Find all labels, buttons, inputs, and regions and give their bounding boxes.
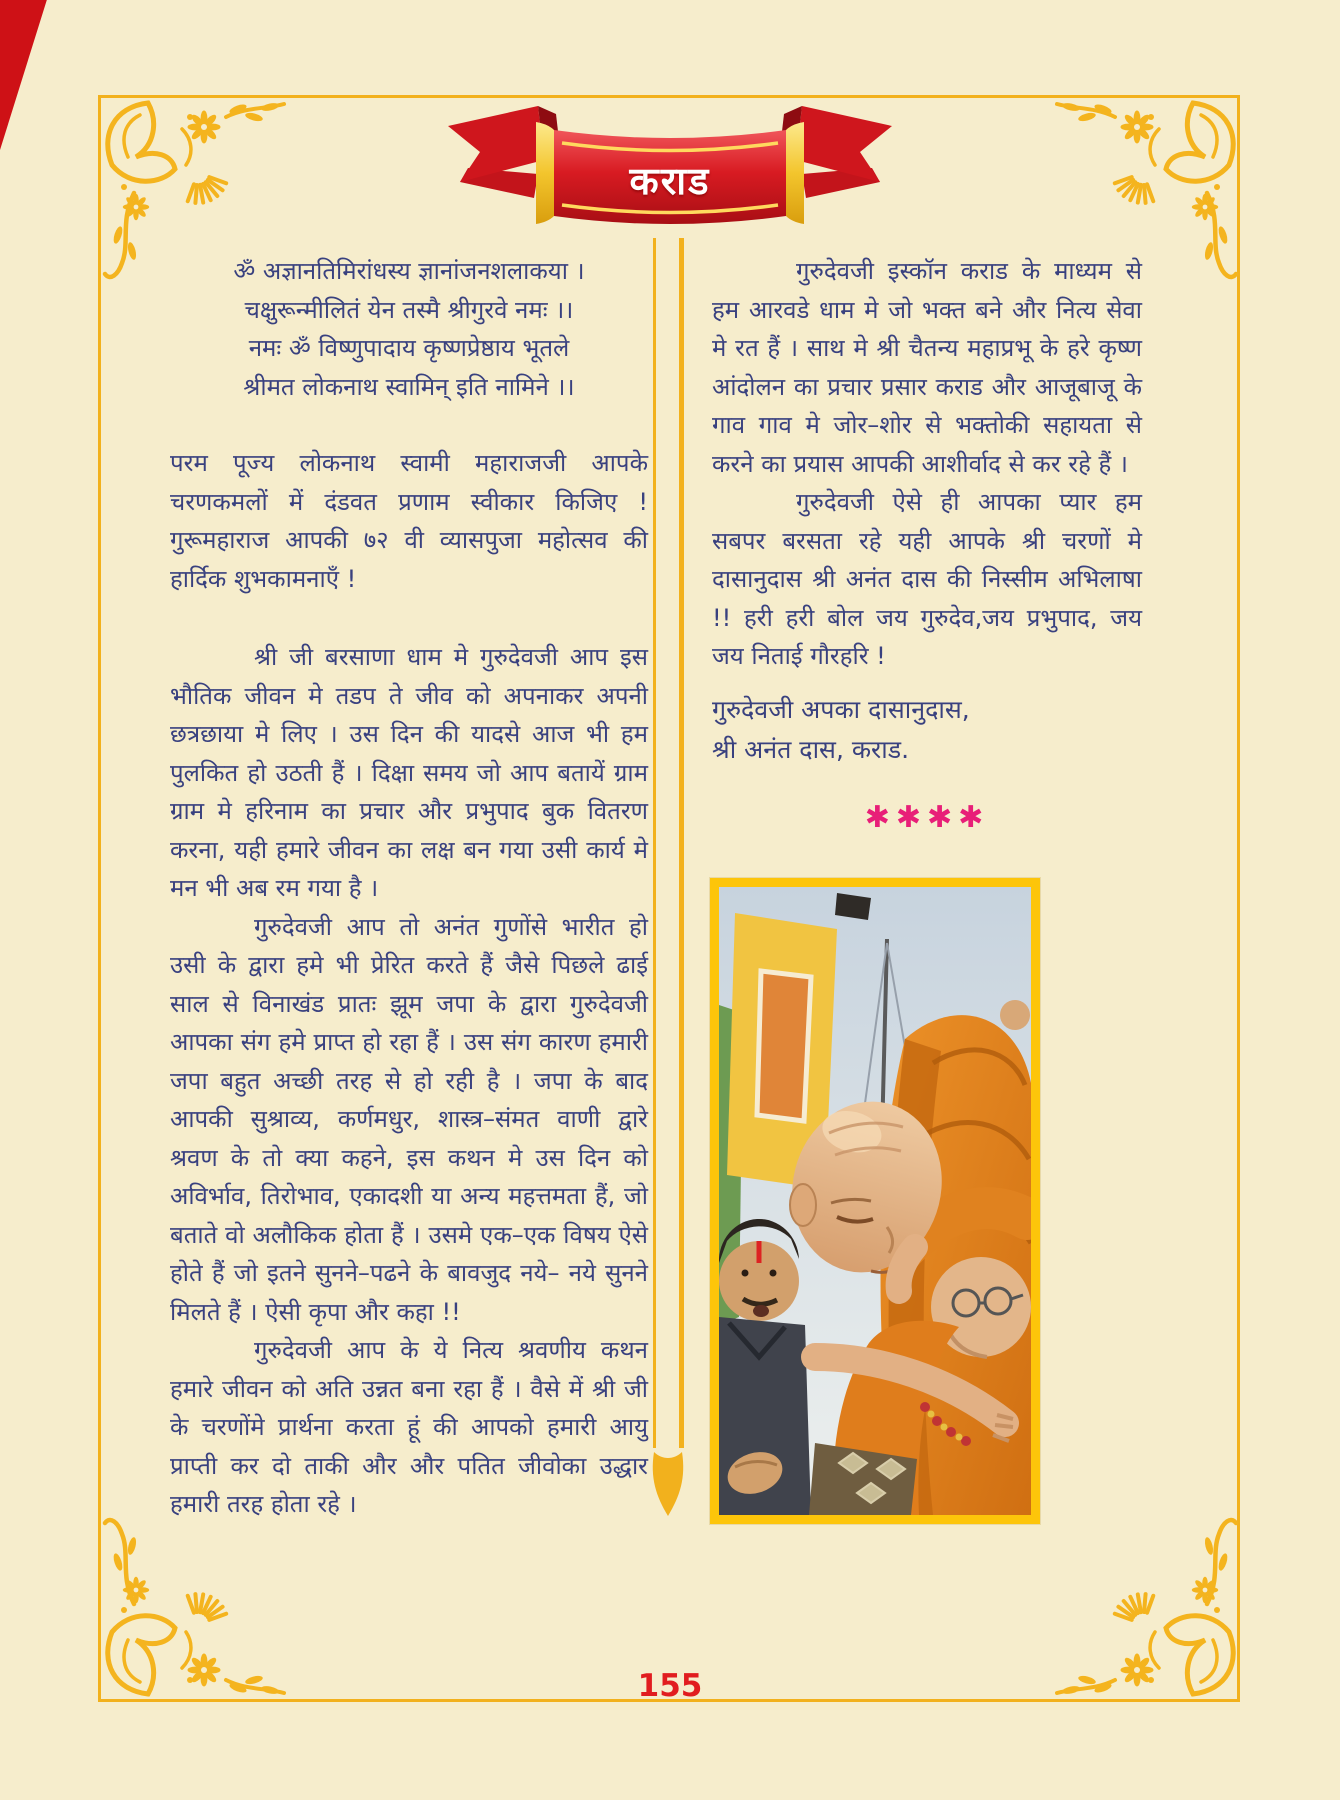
signature-line: गुरुदेवजी अपका दासानुदास,	[712, 695, 970, 724]
section-divider-stars: ✱✱✱✱	[864, 800, 990, 835]
shloka-line: नमः ॐ विष्णुपादाय कृष्णप्रेष्ठाय भूतले	[248, 334, 570, 362]
signature-block	[712, 690, 1142, 770]
right-column	[712, 252, 1142, 676]
column-divider-line	[679, 238, 684, 1448]
invocation-shloka	[170, 252, 648, 406]
page-title: कराड	[629, 159, 711, 203]
divider-drop-finial	[648, 1446, 688, 1516]
shloka-line: श्रीमत लोकनाथ स्वामिन् इति नामिने ।।	[243, 372, 575, 401]
column-divider-line	[653, 238, 656, 1448]
signature-line: श्री अनंत दास, कराड.	[712, 735, 910, 764]
photo-of-embracing-monks	[719, 887, 1031, 1515]
left-column	[170, 252, 648, 1524]
title-ribbon	[438, 96, 902, 238]
shloka-line: चक्षुरून्मीलितं येन तस्मै श्रीगुरवे नमः ।।	[244, 295, 574, 324]
paragraph: गुरुदेवजी आप के ये नित्य श्रवणीय कथन हमारे जीवन को अति उन्नत बना रहा हैं । वैसे में श्री जी के चरणोंमे प्रार्थना करता हूं की आपको हमारी आयु प्राप्ती कर दो ताकी और और पतित जीवोका उद्धार हमारी तरह होता रहे ।	[170, 1336, 648, 1518]
paragraph: गुरुदेवजी इस्कॉन कराड के माध्यम से हम आरवडे धाम मे जो भक्त बने और नित्य सेवा मे रत हैं । साथ मे श्री चैतन्य महाप्रभू के हरे कृष्ण आंदोलन का प्रचार प्रसार कराड और आजूबाजू के गाव गाव मे जोर–शोर से भक्तोकी सहायता से करने का प्रयास आपकी आशीर्वाद से कर रहे हैं ।	[712, 257, 1142, 478]
paragraph: परम पूज्य लोकनाथ स्वामी महाराजजी आपके चरणकमलों में दंडवत प्रणाम स्वीकार किजिए ! गुरूमहाराज आपकी ७२ वी व्यासपुजा महोत्सव की हार्दिक शुभकामनाएँ !	[170, 449, 648, 593]
shloka-line: ॐ अज्ञानतिमिरांधस्य ज्ञानांजनशलाकया ।	[233, 257, 585, 285]
paragraph: श्री जी बरसाणा धाम मे गुरुदेवजी आप इस भौतिक जीवन मे तडप ते जीव को अपनाकर अपनी छत्रछाया मे लिए । उस दिन की यादसे आज भी हम पुलकित हो उठती हैं । दिक्षा समय जो आप बतायें ग्राम ग्राम मे हरिनाम का प्रचार और प्रभुपाद बुक वितरण करना, यही हमारे जीवन का लक्ष बन गया उसी कार्य मे मन भी अब रम गया है ।	[170, 643, 648, 902]
scan-corner-artifact	[0, 0, 60, 150]
paragraph: गुरुदेवजी ऐसे ही आपका प्यार हम सबपर बरसता रहे यही आपके श्री चरणों मे दासानुदास श्री अनंत दास की निस्सीम अभिलाषा !! हरी हरी बोल जय गुरुदेव,जय प्रभुपाद, जय जय निताई गौरहरि !	[712, 488, 1142, 670]
paragraph: गुरुदेवजी आप तो अनंत गुणोंसे भारीत हो उसी के द्वारा हमे भी प्रेरित करते हैं जैसे पिछले ढाई साल से विनाखंड प्रातः झूम जपा के द्वारा गुरुदेवजी आपका संग हमे प्राप्त हो रहा हैं । उस संग कारण हमारी जपा बहुत अच्छी तरह से हो रही है । जपा के बाद आपकी सुश्राव्य, कर्णमधुर, शास्त्र–संमत वाणी द्वारे श्रवण के तो क्या कहने, इस कथन मे उस दिन को अविर्भाव, तिरोभाव, एकादशी या अन्य महत्तमता हैं, जो बताते वो अलौकिक होता हैं । उसमे एक–एक विषय ऐसे होते हैं जो इतने सुनने–पढने के बावजुद नये– नये सुनने मिलते हैं । ऐसी कृपा और कहा !!	[170, 912, 648, 1326]
photo-frame	[710, 878, 1040, 1524]
page-number: 155	[637, 1668, 703, 1704]
